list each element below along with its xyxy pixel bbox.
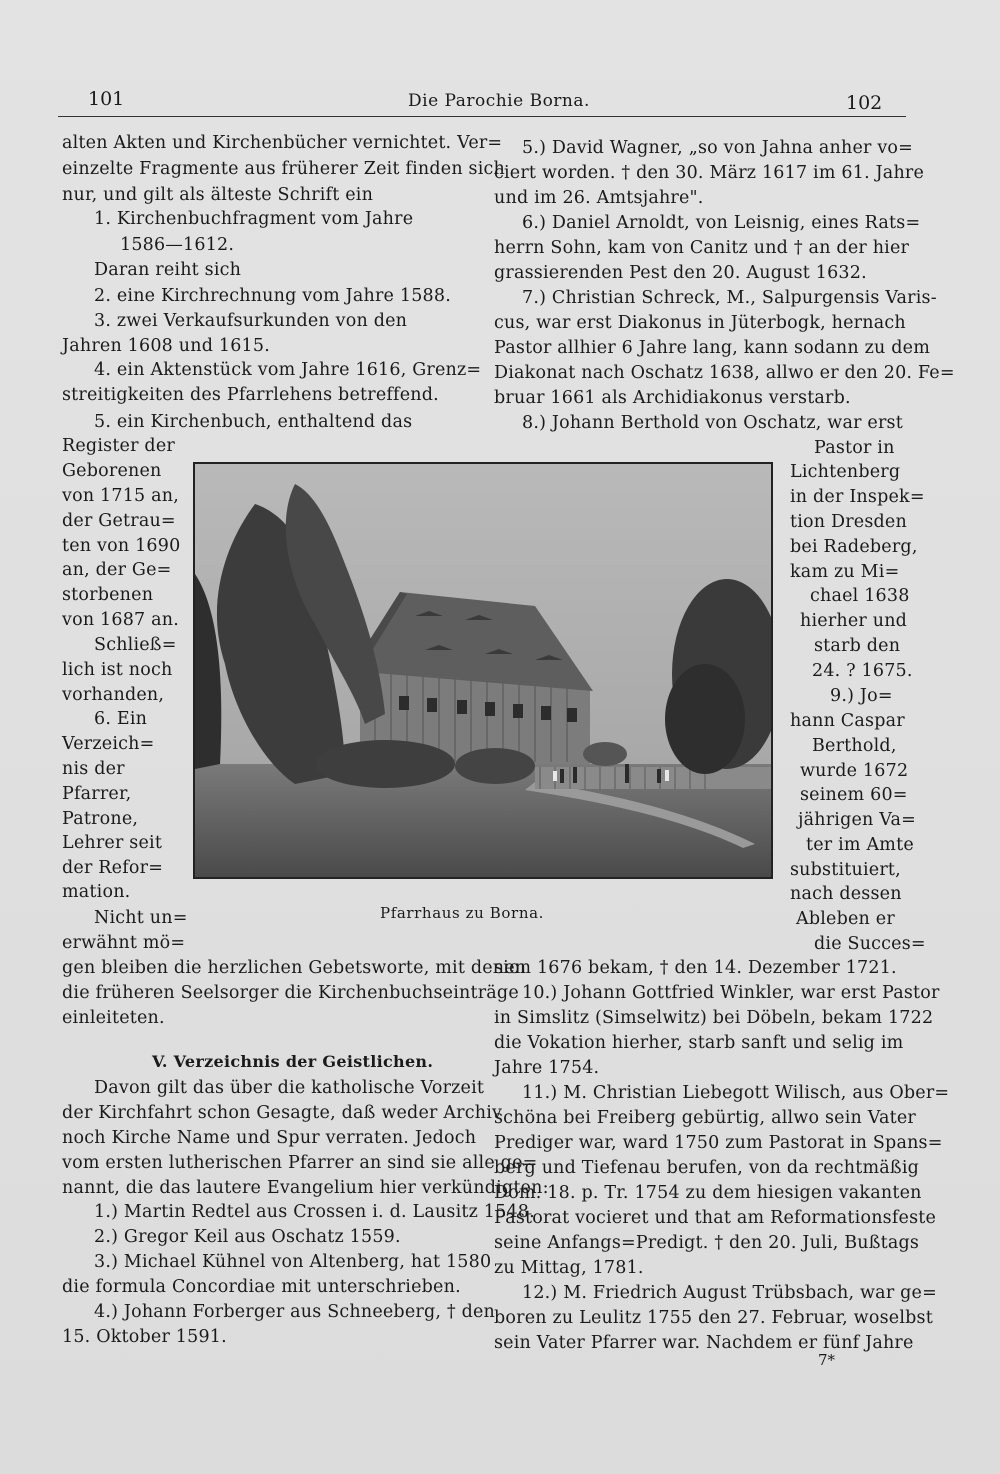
text-line: sion 1676 bekam, † den 14. Dezember 1721. — [494, 958, 897, 978]
text-line: Geborenen — [62, 461, 162, 481]
text-line: vom ersten lutherischen Pfarrer an sind sie alle ge= — [62, 1153, 538, 1173]
text-line: berg und Tiefenau berufen, von da rechtmäßig — [494, 1158, 920, 1178]
text-line: gen bleiben die herzlichen Gebetsworte, mit denen — [62, 958, 527, 978]
text-line: ciert worden. † den 30. März 1617 im 61. Jahre — [494, 163, 925, 183]
text-line: bruar 1661 als Archidiakonus verstarb. — [494, 388, 851, 408]
section-heading: V. Verzeichnis der Geistlichen. — [152, 1052, 434, 1071]
text-line: ten von 1690 — [62, 536, 181, 556]
figure-caption: Pfarrhaus zu Borna. — [380, 904, 544, 922]
text-line: wurde 1672 — [800, 761, 909, 781]
text-line: Davon gilt das über die katholische Vorzeit — [94, 1078, 485, 1098]
text-line: 6.) Daniel Arnoldt, von Leisnig, eines Rats= — [522, 213, 921, 233]
text-line: Lichtenberg — [790, 462, 901, 482]
text-line: einleiteten. — [62, 1008, 165, 1028]
text-line: Nicht un= — [94, 908, 188, 928]
text-line: von 1715 an, — [62, 486, 180, 506]
text-line: streitigkeiten des Pfarrlehens betreffend. — [62, 385, 439, 405]
text-line: Verzeich= — [62, 734, 155, 754]
text-line: Berthold, — [812, 736, 897, 756]
text-line: herrn Sohn, kam von Canitz und † an der hier — [494, 238, 910, 258]
text-line: 1586—1612. — [120, 235, 235, 255]
text-line: Diakonat nach Oschatz 1638, allwo er den 20. Fe= — [494, 363, 955, 383]
text-line: 5. ein Kirchenbuch, enthaltend das — [94, 412, 413, 432]
text-line: 6. Ein — [94, 709, 148, 729]
text-line: lich ist noch — [62, 660, 173, 680]
text-line: starb den — [814, 636, 901, 656]
text-line: Daran reiht sich — [94, 260, 242, 280]
text-line: Pastorat vocieret und that am Reformationsfeste — [494, 1208, 937, 1228]
text-line: Lehrer seit — [62, 833, 163, 853]
text-line: 3. zwei Verkaufsurkunden von den — [94, 311, 408, 331]
text-line: cus, war erst Diakonus in Jüterbogk, hernach — [494, 313, 906, 333]
text-line: storbenen — [62, 585, 154, 605]
text-line: ter im Amte — [806, 835, 914, 855]
text-line: Pfarrer, — [62, 784, 132, 804]
text-line: mation. — [62, 882, 131, 902]
text-line: 1.) Martin Redtel aus Crossen i. d. Lausitz 1548. — [94, 1202, 535, 1222]
text-line: 3.) Michael Kühnel von Altenberg, hat 1580 — [94, 1252, 492, 1272]
text-line: Pastor in — [814, 438, 895, 458]
text-line: chael 1638 — [810, 586, 910, 606]
text-line: die Succes= — [814, 934, 926, 954]
text-line: der Kirchfahrt schon Gesagte, daß weder Archiv — [62, 1103, 503, 1123]
text-line: Jahre 1754. — [494, 1058, 600, 1078]
text-line: Pastor allhier 6 Jahre lang, kann sodann zu dem — [494, 338, 931, 358]
text-line: 4.) Johann Forberger aus Schneeberg, † den — [94, 1302, 496, 1322]
text-line: 7.) Christian Schreck, M., Salpurgensis Varis- — [522, 288, 937, 308]
text-line: alten Akten und Kirchenbücher vernichtet. Ver= — [62, 133, 503, 153]
text-line: nis der — [62, 759, 125, 779]
text-line: Register der — [62, 436, 175, 456]
text-line: einzelte Fragmente aus früherer Zeit finden sich — [62, 159, 505, 179]
text-line: erwähnt mö= — [62, 933, 186, 953]
text-line: 12.) M. Friedrich August Trübsbach, war ge= — [522, 1283, 937, 1303]
text-line: bei Radeberg, — [790, 537, 918, 557]
text-line: die formula Concordiae mit unterschrieben. — [62, 1277, 461, 1297]
text-line: nur, und gilt als älteste Schrift ein — [62, 185, 374, 205]
text-line: substituiert, — [790, 860, 901, 880]
text-line: seine Anfangs=Predigt. † den 20. Juli, Bußtags — [494, 1233, 920, 1253]
text-line: jährigen Va= — [798, 810, 917, 830]
text-line: Dom. 18. p. Tr. 1754 zu dem hiesigen vakanten — [494, 1183, 922, 1203]
text-line: Patrone, — [62, 809, 139, 829]
text-line: grassierenden Pest den 20. August 1632. — [494, 263, 867, 283]
text-line: nach dessen — [790, 884, 902, 904]
text-line: seinem 60= — [800, 785, 908, 805]
signature-mark: 7* — [818, 1351, 836, 1369]
text-line: 15. Oktober 1591. — [62, 1327, 227, 1347]
text-line: 9.) Jo= — [830, 686, 893, 706]
text-line: tion Dresden — [790, 512, 907, 532]
text-line: 2.) Gregor Keil aus Oschatz 1559. — [94, 1227, 401, 1247]
header-rule — [58, 116, 906, 117]
text-line: Schließ= — [94, 635, 177, 655]
text-line: in Simslitz (Simselwitz) bei Döbeln, bekam 1722 — [494, 1008, 934, 1028]
text-line: 1. Kirchenbuchfragment vom Jahre — [94, 209, 414, 229]
text-line: 4. ein Aktenstück vom Jahre 1616, Grenz= — [94, 360, 482, 380]
text-line: nannt, die das lautere Evangelium hier verkündigten: — [62, 1178, 549, 1198]
running-title: Die Parochie Borna. — [408, 91, 590, 111]
text-line: Jahren 1608 und 1615. — [62, 336, 270, 356]
text-line: 11.) M. Christian Liebegott Wilisch, aus Ober= — [522, 1083, 950, 1103]
text-line: an, der Ge= — [62, 560, 172, 580]
page-number-left: 101 — [88, 88, 125, 110]
text-line: noch Kirche Name und Spur verraten. Jedoch — [62, 1128, 477, 1148]
text-line: die Vokation hierher, starb sanft und selig im — [494, 1033, 904, 1053]
text-line: 10.) Johann Gottfried Winkler, war erst Pastor — [522, 983, 940, 1003]
text-line: die früheren Seelsorger die Kirchenbuchseinträge — [62, 983, 519, 1003]
rectory-photograph — [193, 462, 773, 879]
text-line: von 1687 an. — [62, 610, 180, 630]
text-line: und im 26. Amtsjahre". — [494, 188, 704, 208]
text-line: hierher und — [800, 611, 908, 631]
text-line: in der Inspek= — [790, 487, 925, 507]
text-line: Ableben er — [796, 909, 895, 929]
text-line: vorhanden, — [62, 685, 165, 705]
text-line: boren zu Leulitz 1755 den 27. Februar, woselbst — [494, 1308, 933, 1328]
text-line: der Refor= — [62, 858, 164, 878]
text-line: hann Caspar — [790, 711, 905, 731]
text-line: 5.) David Wagner, „so von Jahna anher vo= — [522, 138, 914, 158]
text-line: sein Vater Pfarrer war. Nachdem er fünf Jahre — [494, 1333, 914, 1353]
text-line: zu Mittag, 1781. — [494, 1258, 644, 1278]
text-line: 2. eine Kirchrechnung vom Jahre 1588. — [94, 286, 451, 306]
text-line: 8.) Johann Berthold von Oschatz, war erst — [522, 413, 903, 433]
page-number-right: 102 — [846, 92, 883, 114]
text-line: schöna bei Freiberg gebürtig, allwo sein Vater — [494, 1108, 916, 1128]
text-line: Prediger war, ward 1750 zum Pastorat in Spans= — [494, 1133, 943, 1153]
text-line: der Getrau= — [62, 511, 176, 531]
text-line: 24. ? 1675. — [812, 661, 913, 681]
text-line: kam zu Mi= — [790, 562, 900, 582]
